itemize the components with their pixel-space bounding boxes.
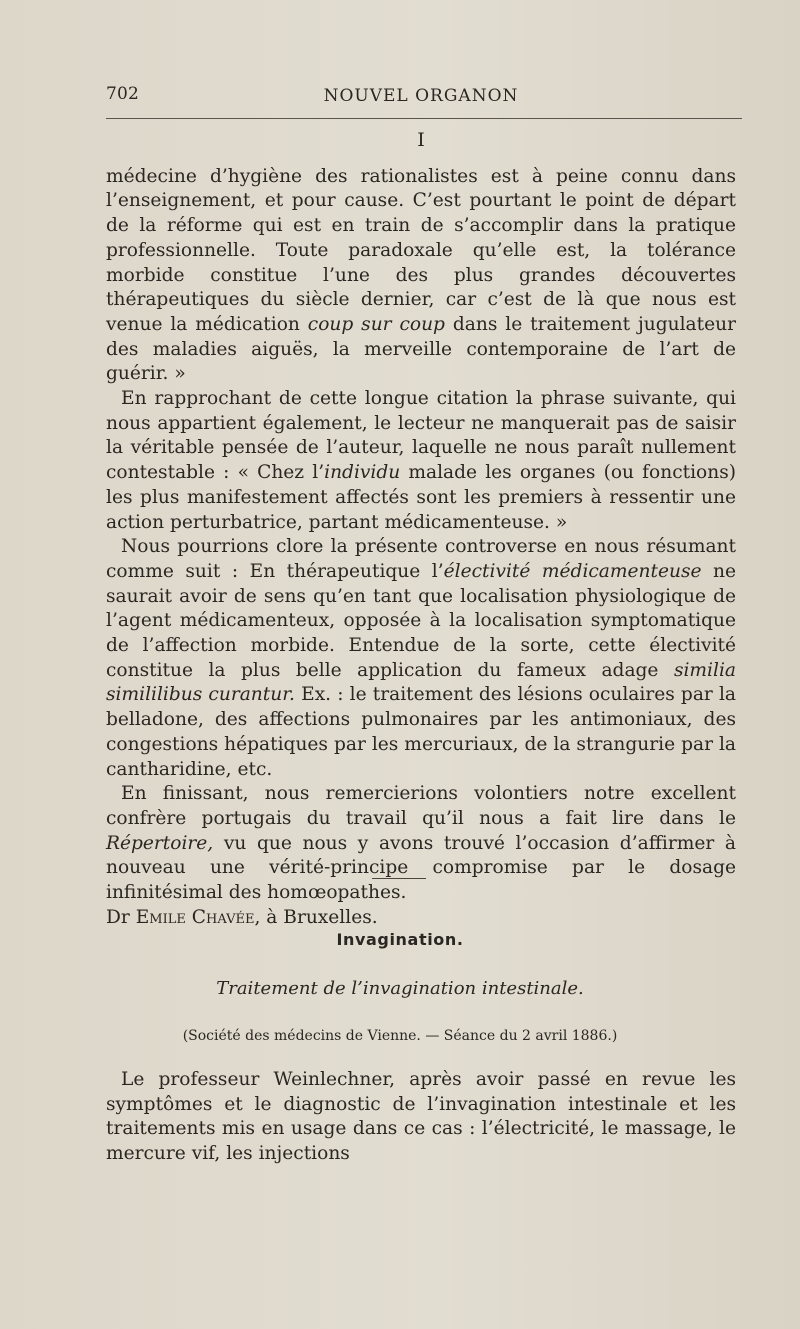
paragraph-3 [106, 535, 736, 782]
paragraph-4-text: En finissant, nous remercierions volontiers notre excellent confrère portugais du travail qu’il nous a fait lire dans le [106, 783, 736, 829]
signature [106, 906, 736, 931]
section-marker: I [417, 129, 425, 151]
paragraph-1 [106, 165, 736, 387]
closing-paragraph: Le professeur Weinlechner, après avoir passé en revue les symptômes et le diagnostic de l’invagination intestinale et les traitements mis en usage dans ce cas : l’électricité, le massage, le mercure vif, les injections [106, 1069, 736, 1165]
paragraph-3-emphasis-1: électivité médicamenteuse [443, 560, 702, 582]
paragraph-2 [106, 387, 736, 535]
running-title: NOUVEL ORGANON [323, 86, 519, 106]
closing-text [106, 1068, 736, 1167]
signature-prefix: Dr [106, 906, 130, 928]
page-number: 702 [106, 84, 140, 104]
header-rule [106, 118, 742, 119]
section-source: (Société des médecins de Vienne. — Séance du 2 avril 1886.) [182, 1028, 618, 1044]
paragraph-4-end: vu que nous y avons trouvé l’occasion d’affirmer à nouveau une vérité-principe compromise par le dosage infinitésimal des homœopathes. [106, 832, 736, 904]
signature-place: à Bruxelles. [266, 906, 378, 928]
paragraph-2-text: En rapprochant de cette longue citation la phrase suivante, qui nous appartient également, le lecteur ne manquerait pas de saisir la véritable pensée de l’auteur, laquelle ne nous paraît nullement contestable : « Chez l’ [106, 388, 736, 484]
section-subtitle: Traitement de l’invagination intestinale. [216, 978, 584, 999]
paragraph-2-emphasis: individu [324, 462, 401, 484]
paragraph-3-emphasis-2: similia simililibus curantur. [106, 659, 736, 706]
section-title: Invagination. [336, 930, 464, 949]
paragraph-3-text: Nous pourrions clore la présente controverse en nous résumant comme suit : En thérapeutique l’ [106, 536, 736, 582]
paragraph-1-emphasis: coup sur coup [307, 313, 445, 335]
paragraph-1-end: dans le traitement jugulateur des maladies aiguës, la merveille contemporaine de l’art de guérir. » [106, 313, 736, 385]
section-divider [372, 878, 426, 879]
page-header [106, 84, 736, 114]
paragraph-2-end: malade les organes (ou fonctions) les plus manifestement affectés sont les premiers à ressentir une action perturbatrice, partant médicamenteuse. » [106, 462, 737, 533]
main-text [106, 128, 736, 931]
paragraph-4-emphasis: Répertoire, [106, 832, 214, 854]
paragraph-4 [106, 782, 736, 906]
paragraph-3-end: Ex. : le traitement des lésions oculaires par la belladone, des affections pulmonaires par les antimoniaux, des congestions hépatiques par les mercuriaux, de la strangurie par la cantharidine, etc. [106, 684, 736, 780]
signature-name: Emile Chavée, [135, 906, 261, 928]
paragraph-3-middle: ne saurait avoir de sens qu’en tant que localisation physiologique de l’agent médicamenteux, opposée à la localisation symptomatique de l’affection morbide. Entendue de la sorte, cette électivité constitue la plus belle application du fameux adage [106, 560, 736, 681]
paragraph-1-text: médecine d’hygiène des rationalistes est à peine connu dans l’enseignement, et pour cause. C’est pourtant le point de départ de la réforme qui est en train de s’accomplir dans la pratique professionnelle. Toute paradoxale qu’elle est, la tolérance morbide constitue l’une des plus grandes découvertes thérapeutiques du siècle dernier, car c’est de là que nous est venue la médication [106, 165, 736, 335]
